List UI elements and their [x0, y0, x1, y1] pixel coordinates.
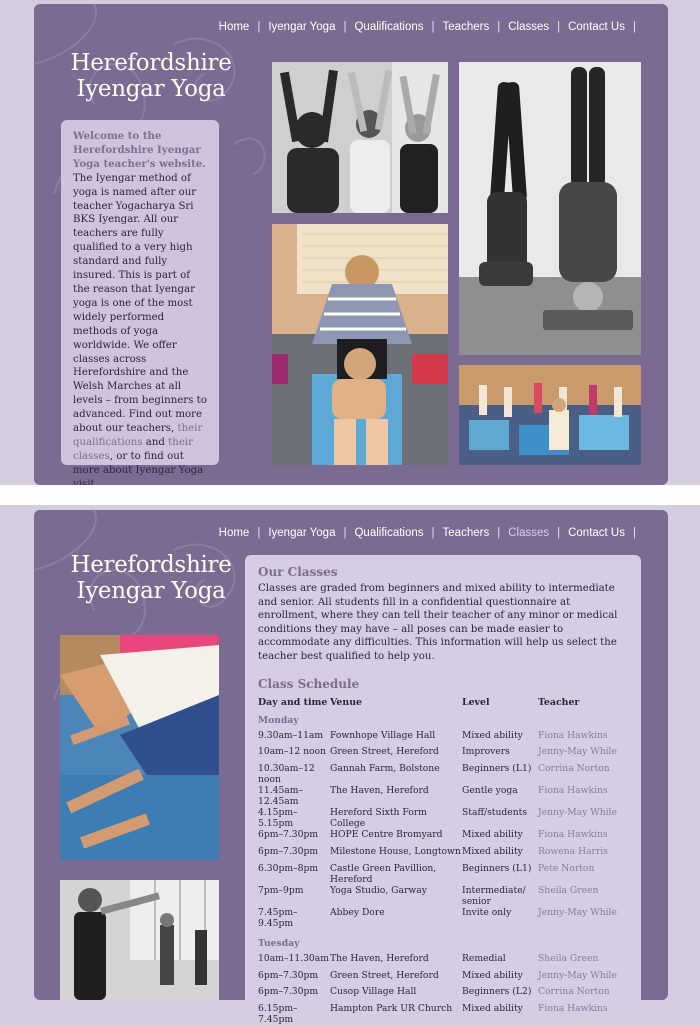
page-divider — [0, 485, 700, 505]
row-time: 4.15pm–5.15pm — [258, 807, 298, 830]
nav-teachers[interactable]: Teachers — [442, 527, 490, 539]
day-label: Tuesday — [258, 937, 300, 949]
row-venue: Castle Green Pavillion, Hereford — [330, 862, 437, 885]
welcome-body: The Iyengar method of yoga is named after our teacher Yogacharya Sri BKS Iyengar. All our teachers are fully qualified to a very high standard and fully insured. This is part of the reason that Iyengar yoga is one of the most widely performed methods of yoga worldwide. We offer classes across Herefordshire and the Welsh Marches at all levels – from beginners to advanced. Find out more about our teachers, — [73, 172, 207, 435]
row-venue: Cusop Village Hall — [330, 986, 417, 998]
schedule-row — [258, 1003, 628, 1025]
row-venue: Yoga Studio, Garway — [330, 884, 427, 896]
row-time: 7pm–9pm — [258, 884, 304, 896]
schedule-row — [258, 763, 628, 785]
nav-classes[interactable]: Classes — [508, 21, 550, 33]
row-venue: Green Street, Hereford — [330, 746, 439, 758]
col-day-time: Day and time — [258, 696, 328, 708]
row-level: Mixed ability — [462, 845, 523, 857]
logo-line-2: Iyengar Yoga — [76, 76, 226, 102]
row-venue: Hereford Sixth Form College — [330, 807, 427, 830]
row-teacher[interactable]: Fiona Hawkins — [538, 729, 608, 741]
schedule-row — [258, 885, 628, 907]
schedule-row — [258, 863, 628, 885]
home-page-panel — [34, 4, 668, 485]
schedule-row — [258, 730, 628, 747]
row-level: Mixed ability — [462, 829, 523, 841]
col-venue: Venue — [330, 696, 362, 708]
row-level: Intermediate/ senior — [462, 884, 526, 907]
day-label: Monday — [258, 714, 299, 726]
schedule-row — [258, 970, 628, 987]
row-level: Improvers — [462, 746, 510, 758]
row-teacher[interactable]: Corrina Norton — [538, 763, 610, 775]
main-nav: Home | Iyengar Yoga | Qualifications | Teachers | Classes | Contact Us | — [218, 21, 636, 33]
row-teacher[interactable]: Fiona Hawkins — [538, 1003, 608, 1015]
nav-qualifications[interactable]: Qualifications — [354, 21, 424, 33]
site-logo[interactable] — [56, 552, 246, 604]
row-venue: The Haven, Hereford — [330, 785, 429, 797]
nav-contact-us[interactable]: Contact Us — [568, 21, 625, 33]
nav-teachers[interactable]: Teachers — [442, 21, 490, 33]
class-studio-photo — [60, 880, 219, 1000]
nav-qualifications[interactable]: Qualifications — [354, 527, 424, 539]
nav-iyengar-yoga[interactable]: Iyengar Yoga — [268, 527, 336, 539]
row-level: Beginners (L1) — [462, 763, 532, 775]
row-teacher[interactable]: Fiona Hawkins — [538, 829, 608, 841]
schedule-row — [258, 746, 628, 763]
day-heading-row — [258, 935, 628, 953]
welcome-tail: , or to find out more about Iyengar Yoga — [73, 450, 204, 476]
schedule-row — [258, 907, 628, 929]
row-teacher[interactable]: Jenny-May While — [538, 906, 617, 918]
teacher-assist-photo — [272, 224, 448, 465]
classes-link[interactable]: their classes — [73, 436, 193, 462]
row-venue: Milestone House, Longtown — [330, 845, 461, 857]
row-venue: Hampton Park UR Church — [330, 1003, 453, 1015]
row-venue: HOPE Centre Bromyard — [330, 829, 443, 841]
schedule-heading: Class Schedule — [258, 676, 360, 691]
row-venue: Fownhope Village Hall — [330, 729, 436, 741]
row-teacher[interactable]: Sheila Green — [538, 884, 599, 896]
logo-line-2: Iyengar Yoga — [76, 578, 226, 604]
logo-line-1: Herefordshire — [70, 552, 232, 578]
class-hall-photo — [459, 365, 641, 465]
nav-iyengar-yoga[interactable]: Iyengar Yoga — [268, 21, 336, 33]
row-level: Beginners (L1) — [462, 862, 532, 874]
schedule-row — [258, 829, 628, 846]
schedule-row — [258, 986, 628, 1003]
class-schedule-table — [258, 694, 628, 1025]
schedule-header-row — [258, 694, 628, 712]
schedule-row — [258, 846, 628, 863]
row-level: Mixed ability — [462, 969, 523, 981]
row-level: Mixed ability — [462, 1003, 523, 1015]
qualifications-link[interactable]: their qualifications — [73, 423, 203, 448]
main-nav: Home | Iyengar Yoga | Qualifications | Teachers | Classes | Contact Us | — [218, 527, 636, 539]
schedule-row — [258, 807, 628, 829]
row-teacher[interactable]: Fiona Hawkins — [538, 785, 608, 797]
row-venue: The Haven, Hereford — [330, 952, 429, 964]
classes-content — [245, 555, 641, 1025]
site-logo[interactable] — [56, 50, 246, 102]
row-time: 6pm–7.30pm — [258, 969, 319, 981]
classes-page-panel — [34, 510, 668, 1025]
downward-dog-photo — [60, 635, 219, 860]
row-time: 6pm–7.30pm — [258, 829, 319, 841]
row-time: 6.30pm–8pm — [258, 862, 319, 874]
welcome-box — [61, 120, 219, 476]
classes-intro: Classes are graded from beginners and mixed ability to intermediate and senior. All students fill in a confidential questionnaire at enrollment, where they can tell their teacher of any minor or medical conditions they may have – all poses can be made easier to accommodate any difficulties. This information will help us select the teacher best qualified to help you. — [258, 583, 618, 662]
row-level: Staff/students — [462, 807, 528, 819]
nav-home[interactable]: Home — [218, 527, 250, 539]
headstand-photo — [459, 62, 641, 355]
row-teacher[interactable]: Corrina Norton — [538, 986, 610, 998]
row-time: 9.30am–11am — [258, 729, 324, 741]
row-level: Invite only — [462, 906, 512, 918]
row-level: Mixed ability — [462, 729, 523, 741]
nav-classes[interactable]: Classes — [508, 527, 550, 539]
row-level: Remedial — [462, 952, 506, 964]
welcome-heading: Welcome to the Herefordshire Iyengar Yoga teacher's website. — [73, 130, 206, 170]
row-time: 10am–11.30am — [258, 952, 329, 964]
nav-home[interactable]: Home — [218, 21, 250, 33]
row-venue: Gannah Farm, Bolstone — [330, 763, 440, 775]
row-time: 10.30am–12 noon — [258, 763, 315, 786]
row-time: 7.45pm–9.45pm — [258, 906, 298, 929]
row-teacher[interactable]: Jenny-May While — [538, 746, 617, 758]
row-teacher[interactable]: Jenny-May While — [538, 807, 617, 819]
row-teacher[interactable]: Pete Norton — [538, 862, 595, 874]
schedule-body — [258, 712, 628, 1025]
row-time: 11.45am–12.45am — [258, 785, 304, 808]
schedule-row — [258, 785, 628, 807]
our-classes-heading: Our Classes — [258, 565, 338, 579]
row-teacher[interactable]: Rowena Harris — [538, 845, 608, 857]
row-teacher[interactable]: Sheila Green — [538, 952, 599, 964]
arms-up-stretch-photo — [272, 62, 448, 213]
day-heading-row — [258, 712, 628, 730]
nav-contact-us[interactable]: Contact Us — [568, 527, 625, 539]
welcome-and: and — [142, 436, 169, 448]
row-time: 10am–12 noon — [258, 746, 326, 758]
row-time: 6.15pm–7.45pm — [258, 1003, 298, 1025]
row-level: Gentle yoga — [462, 785, 518, 797]
row-teacher[interactable]: Jenny-May While — [538, 969, 617, 981]
row-time: 6pm–7.30pm — [258, 986, 319, 998]
row-time: 6pm–7.30pm — [258, 845, 319, 857]
row-level: Beginners (L2) — [462, 986, 532, 998]
col-teacher: Teacher — [538, 696, 580, 708]
logo-line-1: Herefordshire — [70, 50, 232, 76]
row-venue: Green Street, Hereford — [330, 969, 439, 981]
row-venue: Abbey Dore — [330, 906, 385, 918]
col-level: Level — [462, 696, 490, 708]
schedule-row — [258, 953, 628, 970]
